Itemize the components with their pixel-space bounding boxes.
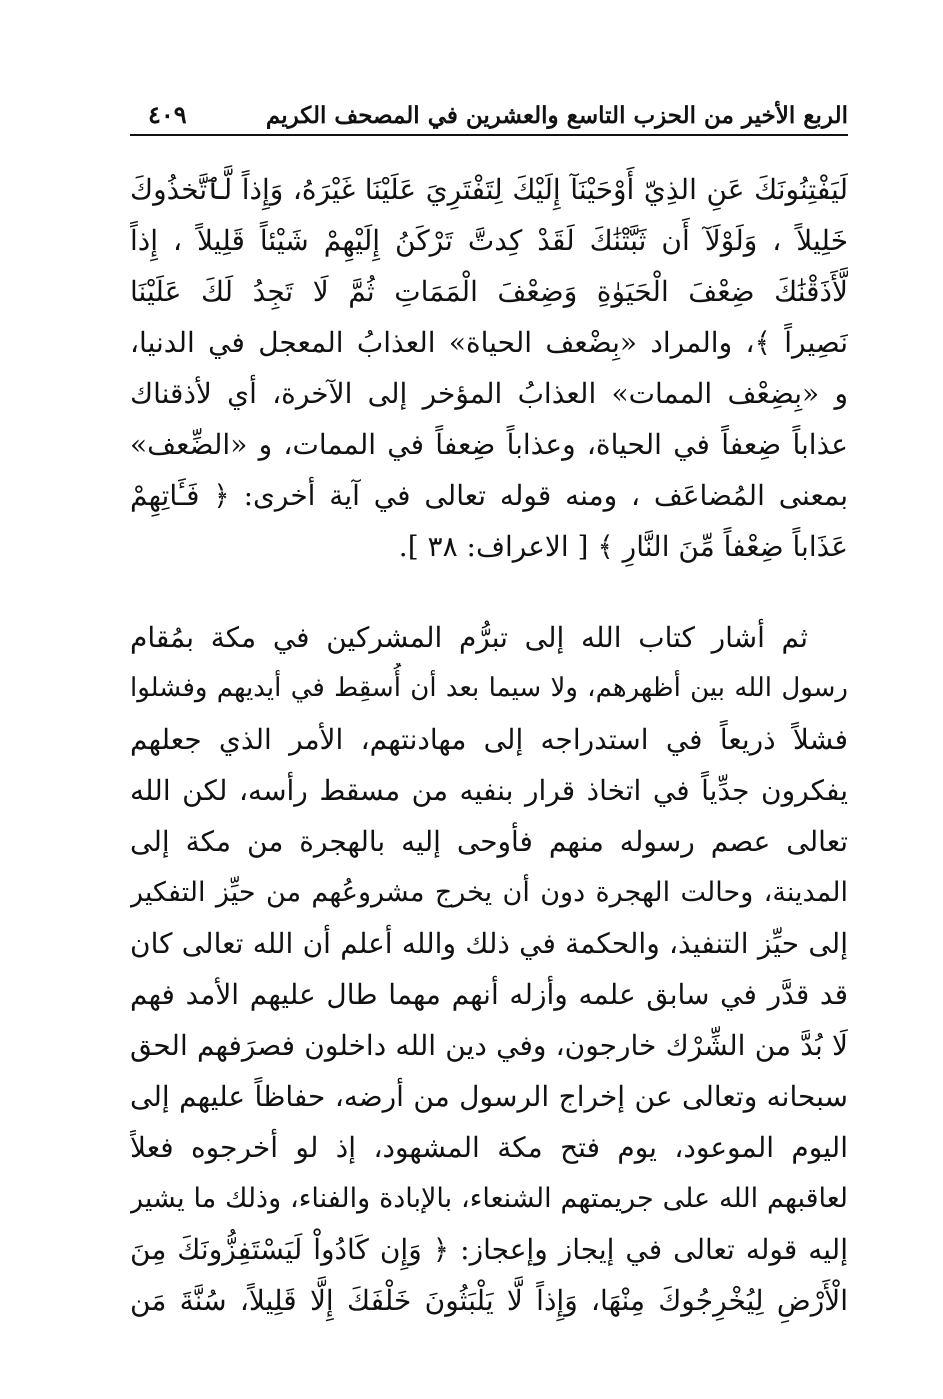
text-line: إليه قوله تعالى في إيجاز وإعجاز: ﴿ وَإِن كَادُواْ لَيَسْتَفِزُّونَكَ مِنَ xyxy=(130,1233,848,1266)
text-line: لعاقبهم الله على جريمتهم الشنعاء، بالإبادة والفناء، وذلك ما يشير xyxy=(130,1183,848,1214)
running-title: الربع الأخير من الحزب التاسع والعشرين في المصحف الكريم xyxy=(265,102,848,129)
text-line: فشلاً ذريعاً في استدراجه إلى مهادنتهم، الأمر الذي جعلهم xyxy=(130,723,848,756)
body-text xyxy=(130,164,848,1326)
paragraph-1 xyxy=(130,164,848,572)
text-line: المدينة، وحالت الهجرة دون أن يخرج مشروعُهم من حيِّز التفكير xyxy=(130,877,848,908)
text-line: الْأَرْضِ لِيُخْرِجُوكَ مِنْهَا، وَإِذاً لَّا يَلْبَثُونَ خَلْفَكَ إِلَّا قَلِيلاً، سُنَّةَ مَن xyxy=(130,1284,848,1317)
text-line: نَصِيراً ﴾، والمراد «بِضْعف الحياة» العذابُ المعجل في الدنيا، xyxy=(130,326,848,359)
paragraph-2 xyxy=(130,612,848,1326)
text-line: اليوم الموعود، يوم فتح مكة المشهود، إذ لو أخرجوه فعلاً xyxy=(130,1131,848,1164)
page-header xyxy=(130,96,848,136)
paragraph-gap xyxy=(130,572,848,612)
text-line: لَيَفْتِنُونَكَ عَنِ الذِيّ أَوْحَيْنَآ إِلَيْكَ لِتَفْتَرِيَ عَلَيْنَا غَيْرَهُ، وَإِذاً لَّٱتَّخذُوكَ xyxy=(130,173,848,206)
text-line: عَذَاباً ضِعْفاً مِّنَ النَّارِ ﴾ [ الاعراف: ٣٨ ]. xyxy=(398,530,848,563)
text-line: تعالى عصم رسوله منهم فأوحى إليه بالهجرة من مكة إلى xyxy=(130,825,848,858)
text-line: رسول الله بين أظهرهم، ولا سيما بعد أن أُسقِط في أيديهم وفشلوا xyxy=(130,673,848,703)
header-rule xyxy=(130,134,848,136)
text-line: يفكرون جدِّياً في اتخاذ قرار بنفيه من مسقط رأسه، لكن الله xyxy=(130,774,848,807)
text-line: سبحانه وتعالى عن إخراج الرسول من أرضه، حفاظاً عليهم إلى xyxy=(130,1080,848,1113)
text-line: خَلِيلاً ، وَلَوْلَآ أَن ثَبَّتْنَٰكَ لَقَدْ كِدتَّ تَرْكَنُ إِلَيْهِمْ شَيْئاً قَلِيلاً ، إِذاً xyxy=(130,224,848,257)
text-line: لَا بُدَّ من الشِّرْك خارجون، وفي دين الله داخلون فصرَفهم الحق xyxy=(130,1029,848,1062)
text-line: عذاباً ضِعفاً في الحياة، وعذاباً ضِعفاً في الممات، و «الضِّعف» xyxy=(130,428,848,461)
text-line: بمعنى المُضاعَف ، ومنه قوله تعالى في آية أخرى: ﴿ فَـَٔاتِهِمْ xyxy=(130,479,848,512)
text-line: إلى حيِّز التنفيذ، والحكمة في ذلك والله أعلم أن الله تعالى كان xyxy=(130,927,848,960)
text-line: لَّأَذَقْنَٰكَ ضِعْفَ الْحَيَوٰةِ وَضِعْفَ الْمَمَاتِ ثُمَّ لَا تَجِدُ لَكَ عَلَيْنَا xyxy=(130,275,848,308)
text-line: ثم أشار كتاب الله إلى تبرُّم المشركين في مكة بمُقام xyxy=(130,621,808,654)
page-number: ٤٠٩ xyxy=(148,100,187,129)
text-line: و «بِضِعْف الممات» العذابُ المؤخر إلى الآخرة، أي لأذقناك xyxy=(130,377,848,410)
text-line: قد قدَّر في سابق علمه وأزله أنهم مهما طال عليهم الأمد فهم xyxy=(130,978,848,1011)
